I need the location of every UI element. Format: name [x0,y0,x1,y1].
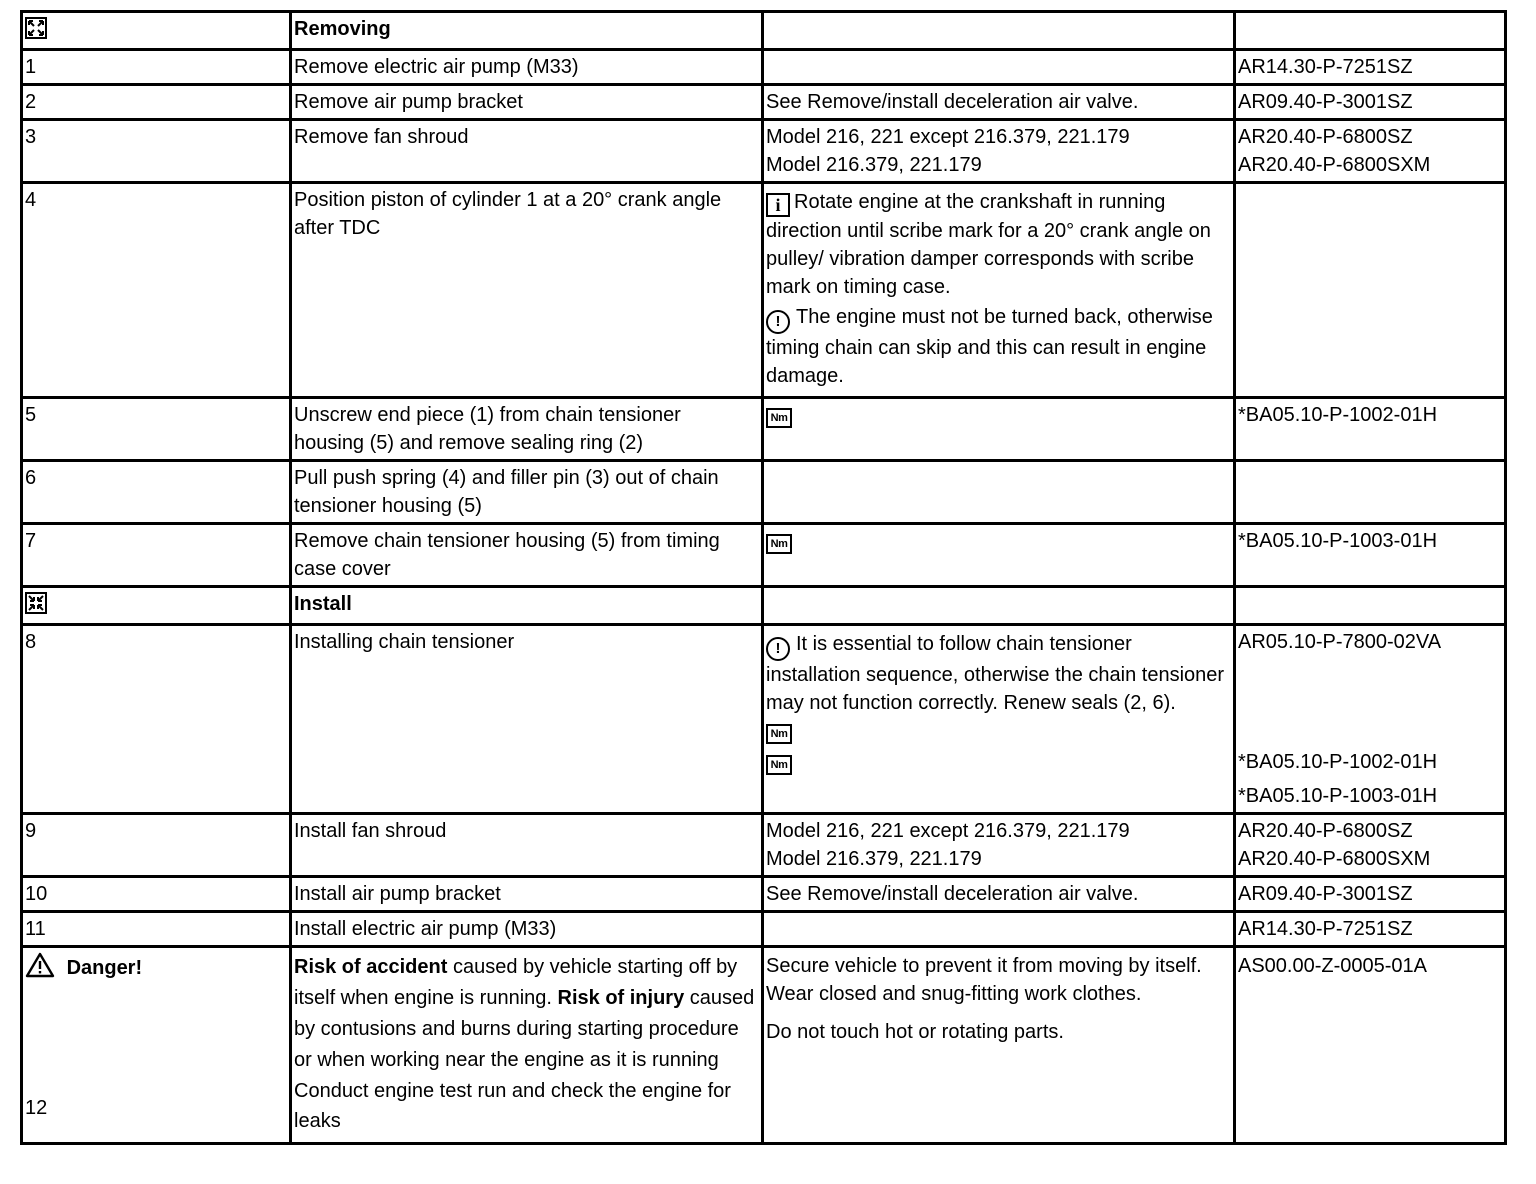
info-icon: i [766,193,790,217]
table-row [22,814,1506,877]
section-title: Install [291,587,763,625]
reference-link[interactable]: *BA05.10-P-1002-01H [1238,751,1438,773]
danger-text: Danger! [66,957,143,979]
note-cell [763,461,1235,524]
note-cell [763,398,1235,461]
info-text: Rotate engine at the crankshaft in running direction until scribe mark for a 20° crank angle on pulley/ vibration damper corresponds with scribe mark on timing case. [766,191,1211,298]
step-number: 11 [22,912,291,947]
step-action: Position piston of cylinder 1 at a 20° crank angle after TDC [291,183,763,398]
table-row [22,524,1506,587]
table-row [22,398,1506,461]
caution-text: It is essential to follow chain tensioner installation sequence, otherwise the chain tensioner may not function correctly. Renew seals (2, 6). [766,633,1225,714]
safety-note: Secure vehicle to prevent it from moving by itself. [766,955,1202,977]
torque-icon[interactable]: Nm [766,724,792,744]
step-action: Remove electric air pump (M33) [291,50,763,85]
note-cell [763,587,1235,625]
table-row [22,625,1506,814]
ref-cell [1235,183,1506,398]
reference-link[interactable]: AR09.40-P-3001SZ [1235,877,1506,912]
reference-link[interactable]: AR20.40-P-6800SXM [1238,848,1431,870]
step-cell [22,947,291,1144]
step-cell [22,12,291,50]
note-cell [763,814,1235,877]
ref-cell [1235,461,1506,524]
step-action: Pull push spring (4) and filler pin (3) out of chain tensioner housing (5) [291,461,763,524]
step-number: 12 [25,1097,48,1119]
safety-note: Do not touch hot or rotating parts. [766,1021,1064,1043]
procedure-sheet [20,10,1504,1145]
table-row [22,947,1506,1144]
step-action: Conduct engine test run and check the engine for leaks [294,1080,731,1132]
note-cell [763,120,1235,183]
step-action: Remove chain tensioner housing (5) from timing case cover [291,524,763,587]
expand-arrows-icon [25,17,47,39]
table-row [22,912,1506,947]
warning-triangle-icon [25,952,55,978]
step-number: 1 [22,50,291,85]
note-cell [763,50,1235,85]
step-action: Remove air pump bracket [291,85,763,120]
risk-accident-text: caused by vehicle starting off by itself when engine is running. [294,956,738,1009]
step-cell [22,587,291,625]
risk-injury-text: caused by contusions and burns during starting procedure or when working near the engine as it is running [294,987,755,1071]
torque-icon[interactable]: Nm [766,755,792,775]
caution-icon: ! [766,310,790,334]
table-row [22,85,1506,120]
reference-link[interactable]: AR20.40-P-6800SZ [1238,820,1413,842]
reference-link[interactable]: AR20.40-P-6800SZ [1238,126,1413,148]
ref-cell [1235,120,1506,183]
note-cell [763,12,1235,50]
step-action: Remove fan shroud [291,120,763,183]
reference-link[interactable]: AR14.30-P-7251SZ [1235,912,1506,947]
caution-note [766,630,1228,717]
table-row [22,12,1506,50]
ref-cell [1235,12,1506,50]
caution-note [766,303,1228,390]
danger-description [294,952,756,1076]
reference-link[interactable]: AR05.10-P-7800-02VA [1238,631,1442,653]
step-number: 4 [22,183,291,398]
step-action: Installing chain tensioner [291,625,763,814]
info-note [766,188,1228,301]
section-title: Removing [291,12,763,50]
step-number: 2 [22,85,291,120]
step-note: See Remove/install deceleration air valve. [763,877,1235,912]
table-row [22,183,1506,398]
table-row [22,120,1506,183]
step-action: Install fan shroud [291,814,763,877]
reference-link[interactable]: AR09.40-P-3001SZ [1235,85,1506,120]
table-row [22,877,1506,912]
reference-link[interactable]: AR14.30-P-7251SZ [1235,50,1506,85]
note-cell [763,183,1235,398]
risk-injury-label: Risk of injury [557,987,685,1009]
risk-accident-label: Risk of accident [294,956,448,978]
ref-cell [1235,587,1506,625]
step-number: 8 [22,625,291,814]
safety-note: Wear closed and snug-fitting work clothes. [766,983,1142,1005]
step-number: 6 [22,461,291,524]
model-note: Model 216, 221 except 216.379, 221.179 [766,820,1130,842]
step-number: 3 [22,120,291,183]
procedure-table [20,10,1507,1145]
table-row [22,50,1506,85]
step-action-cell [291,947,763,1144]
model-note: Model 216.379, 221.179 [766,848,982,870]
model-note: Model 216, 221 except 216.379, 221.179 [766,126,1130,148]
caution-text: The engine must not be turned back, otherwise timing chain can skip and this can result in engine damage. [766,306,1213,387]
step-action: Unscrew end piece (1) from chain tensioner housing (5) and remove sealing ring (2) [291,398,763,461]
step-number: 9 [22,814,291,877]
ref-cell [1235,625,1506,814]
step-number: 5 [22,398,291,461]
reference-link[interactable]: *BA05.10-P-1002-01H [1235,398,1506,461]
step-note: See Remove/install deceleration air valve. [763,85,1235,120]
model-note: Model 216.379, 221.179 [766,154,982,176]
ref-cell [1235,814,1506,877]
reference-link[interactable]: *BA05.10-P-1003-01H [1235,524,1506,587]
step-number: 7 [22,524,291,587]
torque-icon[interactable]: Nm [766,408,792,428]
step-action: Install electric air pump (M33) [291,912,763,947]
ref-spacer [1238,656,1499,748]
note-cell [763,947,1235,1144]
danger-label [25,952,284,982]
reference-link[interactable]: *BA05.10-P-1003-01H [1238,785,1438,807]
note-cell [763,524,1235,587]
step-number: 10 [22,877,291,912]
step-action: Install air pump bracket [291,877,763,912]
caution-icon: ! [766,637,790,661]
table-row [22,587,1506,625]
note-cell [763,912,1235,947]
collapse-arrows-icon [25,592,47,614]
torque-icon[interactable]: Nm [766,534,792,554]
note-cell [763,625,1235,814]
reference-link[interactable]: AS00.00-Z-0005-01A [1235,947,1506,1144]
reference-link[interactable]: AR20.40-P-6800SXM [1238,154,1431,176]
table-row [22,461,1506,524]
